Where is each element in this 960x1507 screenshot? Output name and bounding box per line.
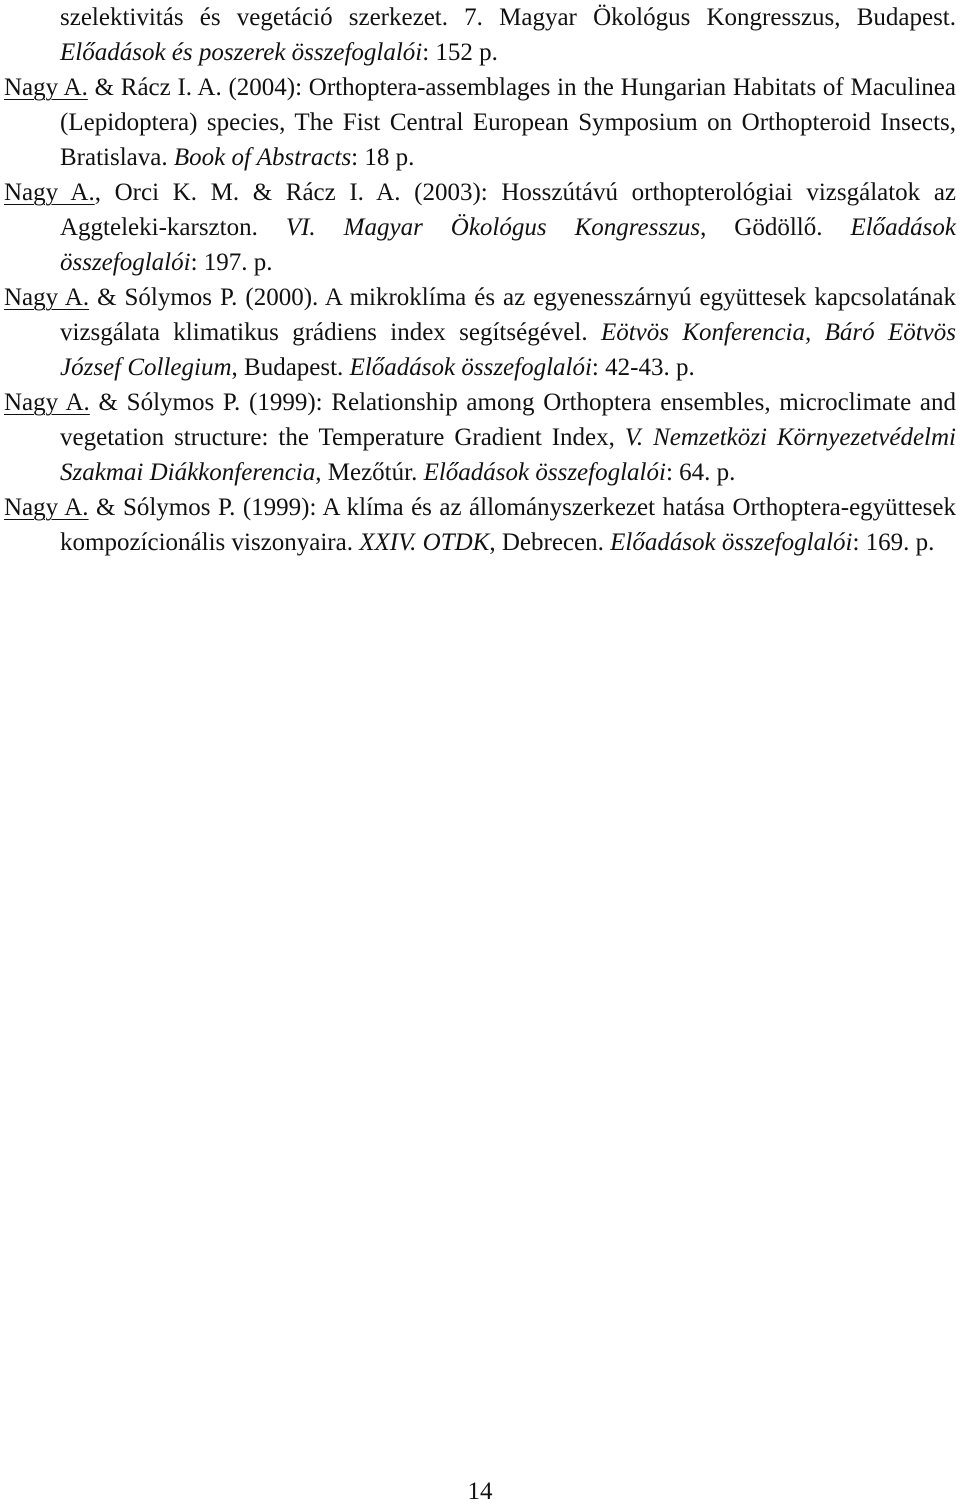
ref-text: : 64. p. [665, 459, 736, 486]
ref-text: & Sólymos P. (1999): Relationship among Orthoptera ensembles, microclimate and vegetation structure: the Temperature Gradient Index, [60, 389, 956, 451]
reference-entry [4, 490, 956, 560]
ref-italic: Előadások és poszerek összefoglalói [60, 39, 423, 66]
ref-italic: Eötvös Konferencia, Báró Eötvös József Collegium [60, 319, 956, 381]
ref-text: , Mezőtúr. [315, 459, 424, 486]
ref-text: szelektivitás és vegetáció szerkezet. 7. Magyar Ökológus Kongresszus, Budapest. [60, 4, 956, 31]
ref-text: : 197. p. [190, 249, 273, 276]
ref-italic: XXIV. OTDK [359, 529, 490, 556]
page-number: 14 [467, 1478, 493, 1505]
ref-author: Nagy A. [4, 179, 95, 206]
ref-text: : 42-43. p. [591, 354, 695, 381]
ref-italic: Előadások összefoglalói [610, 529, 853, 556]
ref-italic: Előadások összefoglalói [60, 214, 956, 276]
ref-text: & Sólymos P. (2000). A mikroklíma és az egyenesszárnyú együttesek kapcsolatának vizsgálata klimatikus grádiens index segítségével. [60, 284, 956, 346]
ref-text: : 18 p. [351, 144, 415, 171]
ref-italic: Book of Abstracts [173, 144, 352, 171]
ref-text: , Gödöllő. [700, 214, 851, 241]
ref-text: , Budapest. [231, 354, 350, 381]
ref-text: , Debrecen. [489, 529, 611, 556]
reference-entry [4, 70, 956, 175]
ref-text: : 152 p. [422, 39, 498, 66]
reference-entry [4, 175, 956, 280]
reference-entry [4, 0, 956, 70]
ref-author: Nagy A. [4, 494, 89, 521]
ref-text: , Orci K. M. & Rácz I. A. (2003): Hosszútávú orthopterológiai vizsgálatok az Aggteleki-karszton. [60, 179, 957, 241]
ref-italic: Előadások összefoglalói [423, 459, 666, 486]
ref-italic: VI. Magyar Ökológus Kongresszus [285, 214, 701, 241]
ref-italic: V. Nemzetközi Környezetvédelmi Szakmai Diákkonferencia [60, 424, 956, 486]
reference-list [4, 0, 956, 560]
ref-italic: Előadások összefoglalói [349, 354, 592, 381]
reference-entry [4, 385, 956, 490]
ref-author: Nagy A. [4, 284, 90, 311]
ref-text: & Sólymos P. (1999): A klíma és az állományszerkezet hatása Orthoptera-együttesek kompozícionális viszonyaira. [60, 494, 956, 556]
reference-entry [4, 280, 956, 385]
ref-text: : 169. p. [852, 529, 935, 556]
ref-author: Nagy A. [4, 389, 90, 416]
ref-author: Nagy A. [4, 74, 88, 101]
ref-text: & Rácz I. A. (2004): Orthoptera-assemblages in the Hungarian Habitats of Maculinea (Lepidoptera) species, The Fist Central European Symposium on Orthopteroid Insects, Bratislava. [60, 74, 957, 171]
